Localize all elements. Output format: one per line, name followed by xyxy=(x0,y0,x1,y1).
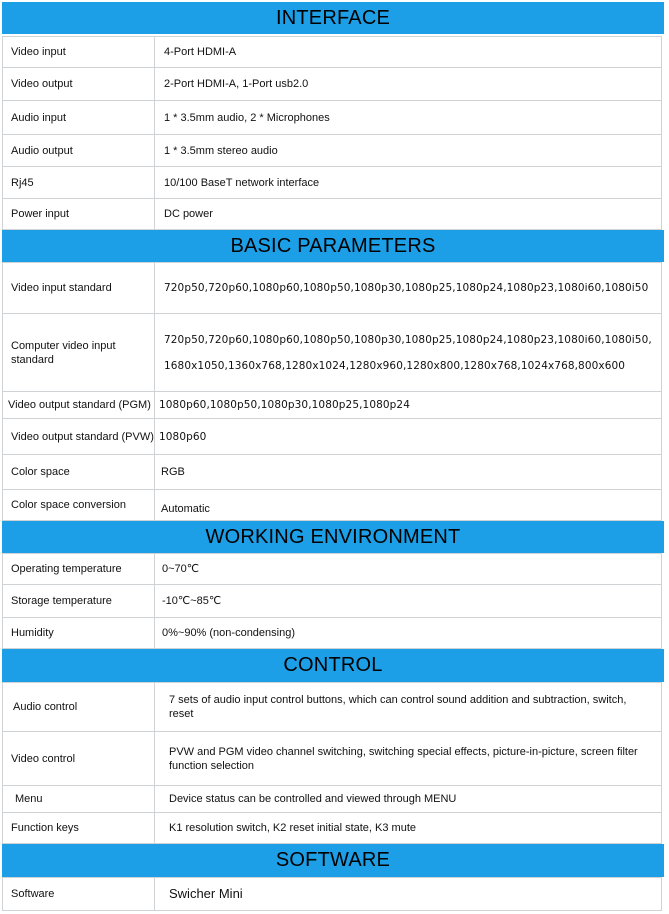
spec-label: Rj45 xyxy=(3,167,155,198)
table-row xyxy=(2,135,662,167)
section-header-software: SOFTWARE xyxy=(2,844,664,877)
table-row xyxy=(2,167,662,199)
table-row xyxy=(2,786,662,813)
table-row xyxy=(2,877,662,911)
spec-value: 1080p60,1080p50,1080p30,1080p25,1080p24 xyxy=(159,399,410,411)
spec-value: PVW and PGM video channel switching, switching special effects, picture-in-picture, screen filter function selection xyxy=(169,745,638,772)
section-header-working-environment: WORKING ENVIRONMENT xyxy=(2,521,664,553)
spec-label: Video control xyxy=(3,732,155,785)
spec-label: Power input xyxy=(3,199,155,229)
spec-value: 10/100 BaseT network interface xyxy=(164,176,320,189)
spec-label: Video input xyxy=(3,37,155,67)
table-row xyxy=(2,262,662,314)
table-row xyxy=(2,68,662,101)
spec-label: Video output standard (PGM) xyxy=(3,392,155,418)
spec-label: Storage temperature xyxy=(3,585,155,617)
spec-label: Video output standard (PVW) xyxy=(3,419,155,454)
spec-value: Swicher Mini xyxy=(169,886,243,901)
spec-value: 0~70℃ xyxy=(162,563,200,575)
spec-label: Audio input xyxy=(3,101,155,134)
table-row xyxy=(2,618,662,649)
spec-value: 1080p60 xyxy=(159,430,207,443)
table-row xyxy=(2,682,662,732)
table-row xyxy=(2,553,662,585)
section-header-control: CONTROL xyxy=(2,649,664,682)
spec-label: Color space xyxy=(3,455,155,489)
spec-value: Device status can be controlled and viewed through MENU xyxy=(169,793,457,805)
spec-value: 2-Port HDMI-A, 1-Port usb2.0 xyxy=(164,78,309,90)
table-row xyxy=(2,392,662,419)
table-row xyxy=(2,199,662,230)
spec-value: 1 * 3.5mm audio, 2 * Microphones xyxy=(164,111,330,124)
spec-label: Operating temperature xyxy=(3,554,155,584)
spec-label: Video input standard xyxy=(3,263,155,313)
spec-value: 0%~90% (non-condensing) xyxy=(162,627,296,639)
spec-value: -10℃~85℃ xyxy=(162,595,222,607)
spec-label: Audio output xyxy=(3,135,155,166)
spec-value: 1 * 3.5mm stereo audio xyxy=(164,144,278,157)
spec-value: RGB xyxy=(161,466,185,478)
spec-value: 720p50,720p60,1080p60,1080p50,1080p30,1080p25,1080p24,1080p23,1080i60,1080i50, 1680x1050,1360x768,1280x1024,1280x960,1280x800,1280x768,1024x768,800x600 xyxy=(164,333,652,372)
spec-value: 720p50,720p60,1080p60,1080p50,1080p30,1080p25,1080p24,1080p23,1080i60,1080i50 xyxy=(164,282,649,294)
spec-label: Function keys xyxy=(3,813,155,843)
table-row xyxy=(2,585,662,618)
table-row xyxy=(2,455,662,490)
spec-label: Humidity xyxy=(3,618,155,648)
spec-label: Color space conversion xyxy=(3,490,155,520)
spec-value: 4-Port HDMI-A xyxy=(164,46,237,58)
spec-label: Audio control xyxy=(3,683,155,731)
table-row xyxy=(2,101,662,135)
spec-value: Automatic xyxy=(161,503,210,515)
spec-value: 7 sets of audio input control buttons, which can control sound addition and subtraction, switch, reset xyxy=(169,694,627,720)
table-row xyxy=(2,732,662,786)
spec-label: Menu xyxy=(3,786,155,812)
spec-label: Computer video input standard xyxy=(3,314,155,391)
section-header-basic-parameters: BASIC PARAMETERS xyxy=(2,230,664,262)
table-row xyxy=(2,813,662,844)
section-header-interface: INTERFACE xyxy=(2,2,664,34)
spec-label: Video output xyxy=(3,68,155,100)
spec-value: DC power xyxy=(164,208,213,220)
spec-value: K1 resolution switch, K2 reset initial state, K3 mute xyxy=(169,822,417,834)
table-row xyxy=(2,314,662,392)
table-row xyxy=(2,419,662,455)
spec-label: Software xyxy=(3,878,155,910)
table-row xyxy=(2,490,662,521)
table-row xyxy=(2,36,662,68)
